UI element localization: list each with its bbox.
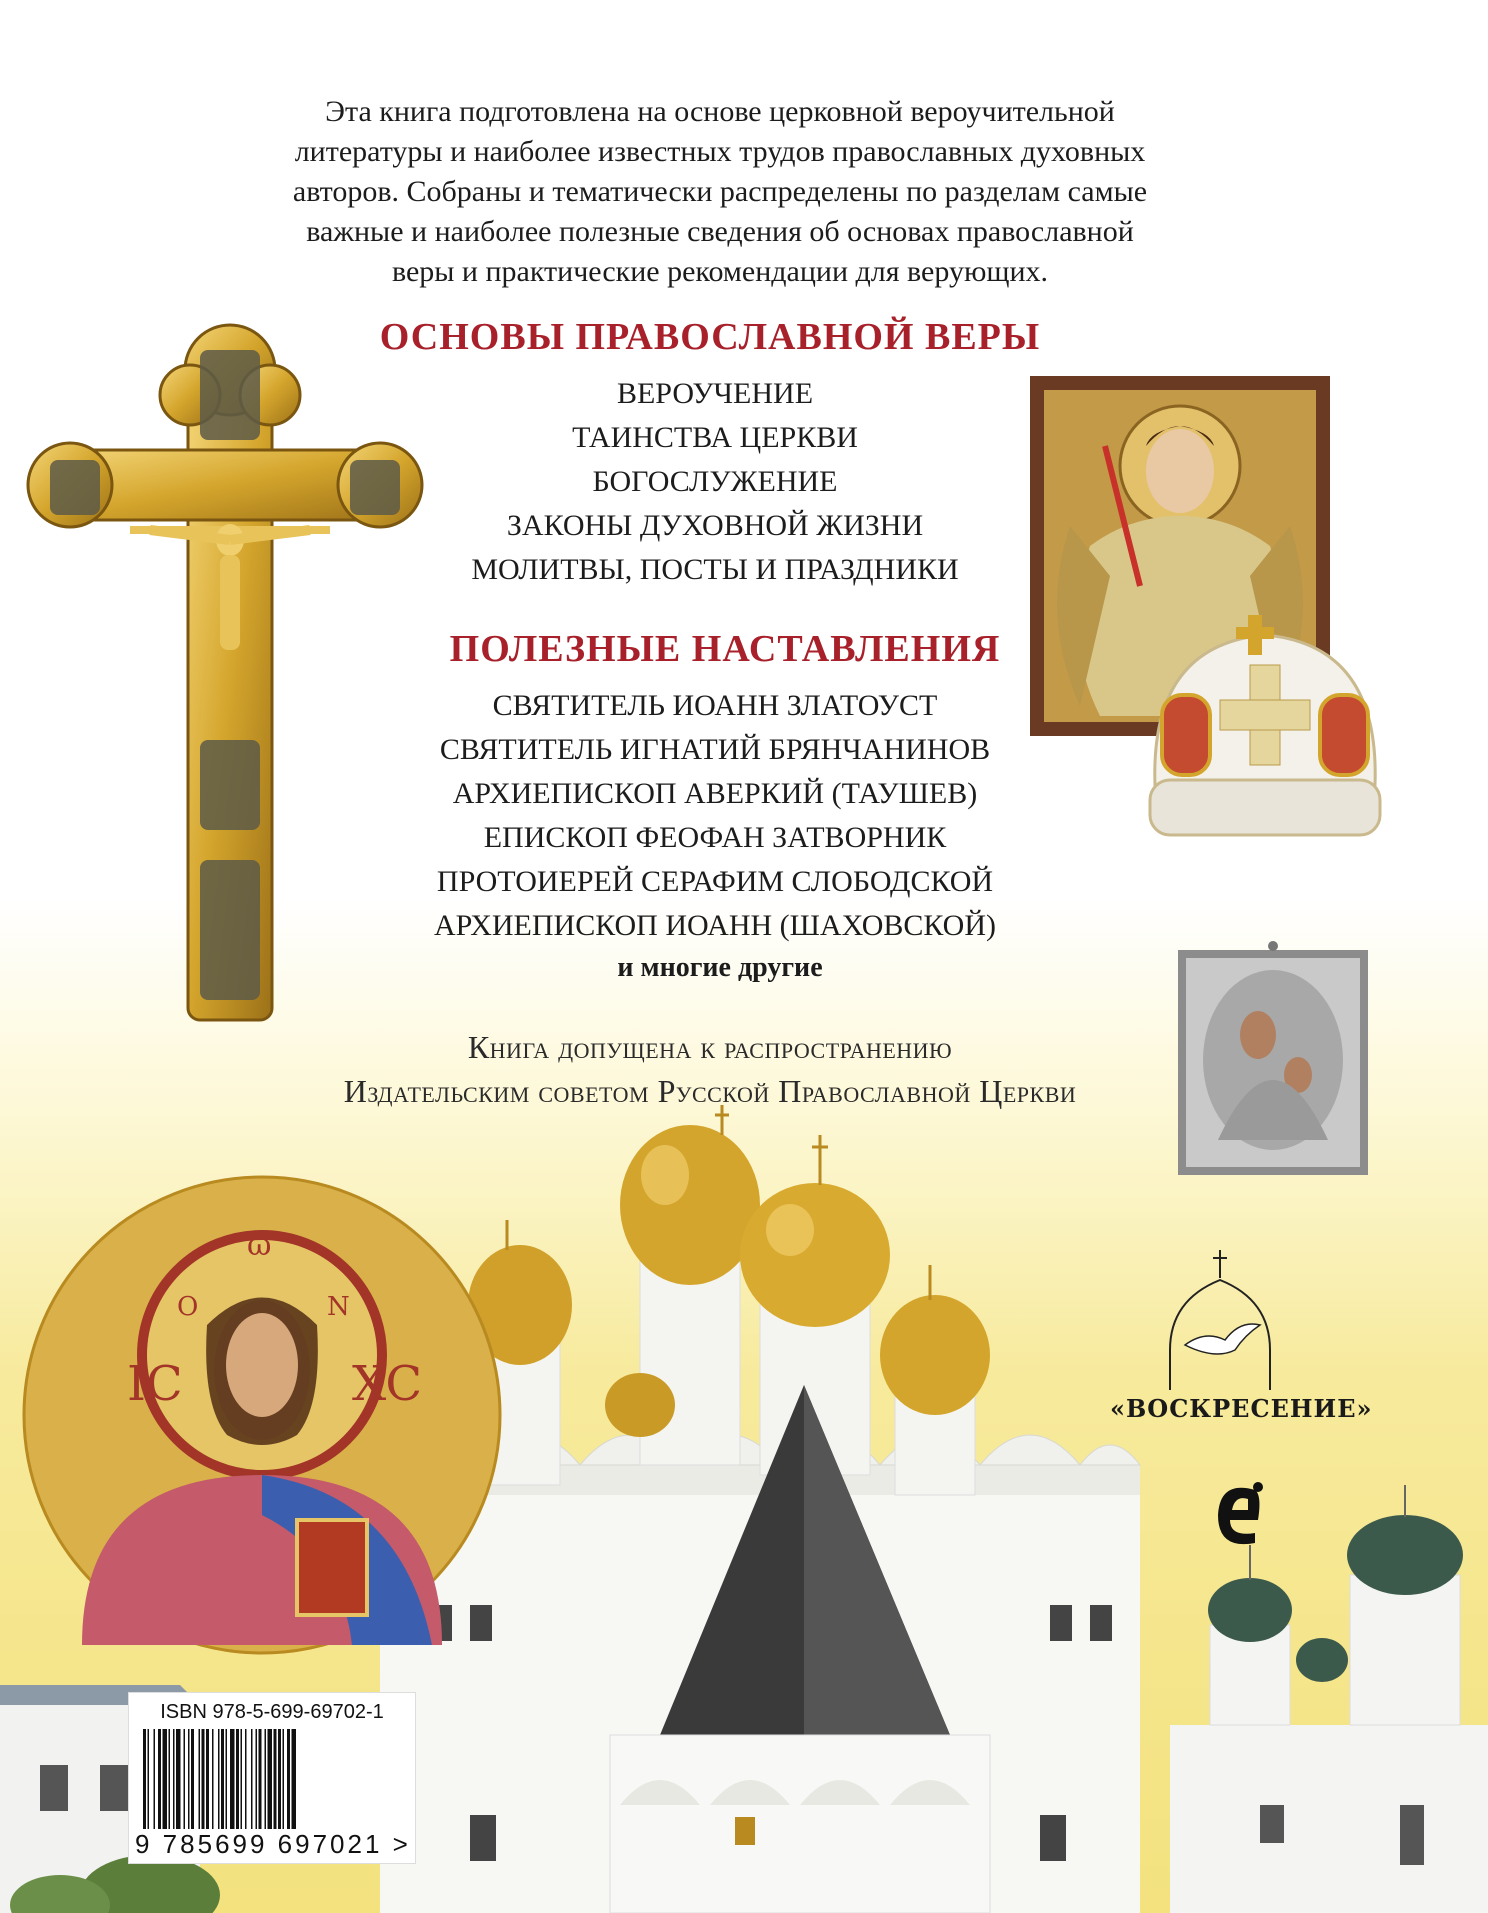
- list-item: СВЯТИТЕЛЬ ИОАНН ЗЛАТОУСТ: [492, 689, 938, 722]
- list-item: СВЯТИТЕЛЬ ИГНАТИЙ БРЯНЧАНИНОВ: [439, 733, 991, 766]
- barcode-bar: [176, 1729, 181, 1829]
- mosaic-letter-n: N: [327, 1292, 350, 1322]
- barcode-bar: [184, 1729, 186, 1829]
- approval-line: Издательским советом Русской Православной Церкви: [343, 1073, 1077, 1109]
- basics-list: [400, 372, 1030, 592]
- barcode-bar: [245, 1729, 247, 1829]
- list-item: АРХИЕПИСКОП ИОАНН (ШАХОВСКОЙ): [434, 909, 996, 942]
- barcode-bar: [173, 1729, 175, 1829]
- barcode-bar: [188, 1729, 190, 1829]
- barcode-bar: [278, 1729, 281, 1829]
- barcode-bars: [143, 1729, 401, 1829]
- mosaic-christ-image: [22, 1175, 502, 1655]
- publisher-name: «ВОСКРЕСЕНИЕ»: [1110, 1394, 1373, 1423]
- eksmo-logo-icon: [1210, 1475, 1270, 1555]
- list-item: ЗАКОНЫ ДУХОВНОЙ ЖИЗНИ: [506, 509, 924, 542]
- barcode-bar: [230, 1729, 235, 1829]
- intro-line: литературы и наиболее известных трудов православных духовных: [294, 135, 1146, 168]
- barcode-bar: [212, 1729, 214, 1829]
- mitre-image: [1140, 605, 1390, 850]
- barcode-bar: [265, 1729, 267, 1829]
- section-title-basics: ОСНОВЫ ПРАВОСЛАВНОЙ ВЕРЫ: [379, 316, 1041, 358]
- barcode-digits: 9 785699 697021 >: [135, 1829, 411, 1859]
- isbn-text: ISBN 978-5-699-69702-1: [160, 1701, 384, 1723]
- list-item: ЕПИСКОП ФЕОФАН ЗАТВОРНИК: [483, 821, 947, 854]
- cross-image: [20, 320, 430, 1030]
- list-item: АРХИЕПИСКОП АВЕРКИЙ (ТАУШЕВ): [452, 777, 978, 810]
- barcode: [128, 1692, 416, 1864]
- barcode-bar: [274, 1729, 277, 1829]
- section-title-instructions: ПОЛЕЗНЫЕ НАСТАВЛЕНИЯ: [449, 628, 1001, 670]
- barcode-bar: [292, 1729, 297, 1829]
- barcode-bar: [283, 1729, 285, 1829]
- barcode-bar: [143, 1729, 146, 1829]
- barcode-bar: [158, 1729, 161, 1829]
- barcode-bar: [241, 1729, 243, 1829]
- intro-paragraph: [170, 92, 1270, 292]
- mosaic-letter-ic: IC: [127, 1356, 183, 1412]
- barcode-bar: [268, 1729, 273, 1829]
- barcode-bar: [287, 1729, 290, 1829]
- virgin-icon-image: [1178, 940, 1368, 1175]
- barcode-bar: [199, 1729, 201, 1829]
- barcode-bar: [148, 1729, 150, 1829]
- barcode-bar: [226, 1729, 228, 1829]
- list-item: ТАИНСТВА ЦЕРКВИ: [572, 421, 858, 454]
- more-authors-note: и многие другие: [617, 952, 823, 983]
- intro-line: авторов. Собраны и тематически распределены по разделам самые: [292, 175, 1148, 208]
- list-item: ВЕРОУЧЕНИЕ: [616, 377, 814, 410]
- barcode-bar: [259, 1729, 262, 1829]
- barcode-bar: [206, 1729, 209, 1829]
- barcode-bar: [221, 1729, 224, 1829]
- barcode-bar: [154, 1729, 156, 1829]
- intro-line: веры и практические рекомендации для верующих.: [391, 255, 1049, 288]
- barcode-bar: [169, 1729, 171, 1829]
- barcode-bar: [191, 1729, 194, 1829]
- barcode-bar: [236, 1729, 239, 1829]
- barcode-bar: [202, 1729, 205, 1829]
- mosaic-letter-omega: ω: [247, 1228, 272, 1263]
- barcode-bar: [218, 1729, 220, 1829]
- barcode-bar: [163, 1729, 168, 1829]
- dove-dome-icon: [1110, 1250, 1330, 1390]
- intro-line: Эта книга подготовлена на основе церковной вероучительной: [325, 95, 1115, 128]
- approval-line: Книга допущена к распространению: [467, 1029, 953, 1065]
- barcode-bar: [251, 1729, 253, 1829]
- list-item: ПРОТОИЕРЕЙ СЕРАФИМ СЛОБОДСКОЙ: [436, 865, 994, 898]
- list-item: МОЛИТВЫ, ПОСТЫ И ПРАЗДНИКИ: [471, 553, 959, 586]
- list-item: БОГОСЛУЖЕНИЕ: [592, 465, 838, 498]
- approval-statement: [250, 1025, 1170, 1113]
- intro-line: важные и наиболее полезные сведения об основах православной: [306, 215, 1134, 248]
- publisher-logo: [1110, 1250, 1373, 1423]
- barcode-bar: [256, 1729, 258, 1829]
- instructions-list: [385, 684, 1045, 948]
- mosaic-letter-xc: XC: [352, 1356, 423, 1412]
- mosaic-letter-o: O: [177, 1292, 199, 1322]
